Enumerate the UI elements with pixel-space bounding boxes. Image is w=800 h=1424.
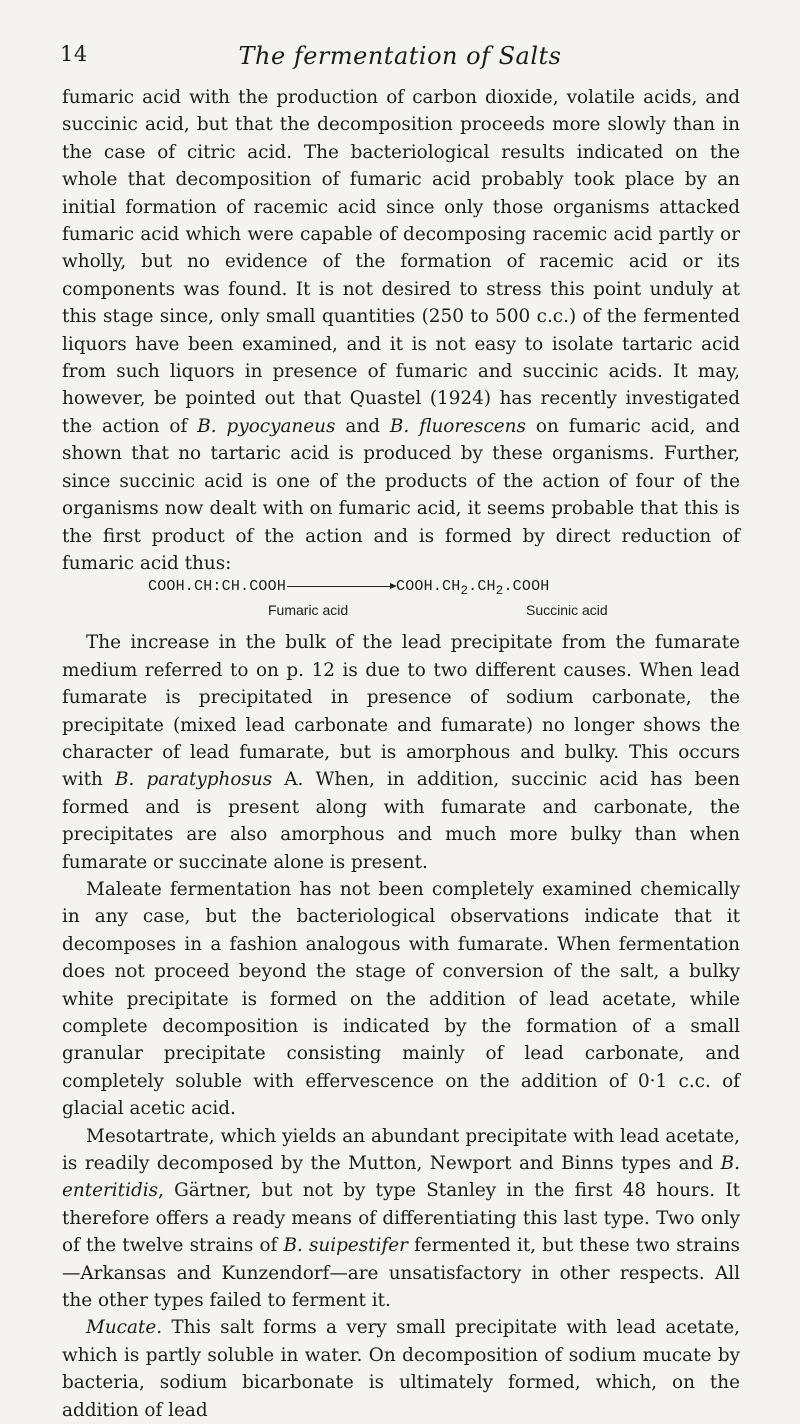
paragraph-lead-precipitate bbox=[62, 629, 740, 876]
organism-name: B. pyocyaneus bbox=[197, 415, 336, 437]
organism-name: B. suipestifer bbox=[283, 1235, 408, 1257]
paragraph-text: , Gärtner, but not by type Stanley in the first 48 hours. It therefore offers a ready means of differentiating this last type. Two only of the twelve strains of bbox=[62, 1180, 740, 1257]
paragraph-mesotartrate bbox=[62, 1123, 740, 1315]
paragraph-fumaric bbox=[62, 84, 740, 577]
paragraph-text: fumaric acid with the production of carbon dioxide, volatile acids, and succinic acid, but that the decomposition proceeds more slowly than in the case of citric acid. The bacteriological results indicated on the whole that decomposition of fumaric acid probably took place by an initial formation of racemic acid since only those organisms attacked fumaric acid which were capable of decomposing racemic acid partly or wholly, but no evidence of the formation of racemic acid or its components was found. It is not desired to stress this point unduly at this stage since, only small quantities (250 to 500 c.c.) of the fermented liquors have been examined, and it is not easy to isolate tartaric acid from such liquors in presence of fumaric and succinic acids. It may, however, be pointed out that Quastel (1924) has recently investigated the action of bbox=[62, 87, 740, 437]
paragraph-text: fermented it, but these two strains—Arkansas and Kunzendorf—are unsatisfactory in other respects. All the other types failed to ferment it. bbox=[62, 1235, 740, 1312]
section-heading: Mucate. bbox=[86, 1317, 163, 1339]
equation-formulas bbox=[148, 577, 740, 601]
body-text bbox=[62, 84, 740, 1424]
succinic-acid-label: Succinic acid bbox=[526, 602, 608, 619]
fumaric-acid-label: Fumaric acid bbox=[268, 602, 349, 619]
organism-name: B. enteritidis bbox=[62, 1153, 740, 1202]
paragraph-text: A. When, in addition, succinic acid has been formed and is present along with fumarate and carbonate, the precipitates are also amorphous and much more bulky than when fumarate or succinate alone is present. bbox=[62, 769, 740, 873]
organism-name: B. fluorescens bbox=[389, 415, 526, 437]
organism-name: B. paratyphosus bbox=[114, 769, 273, 791]
paragraph-text: on fumaric acid, and shown that no tartaric acid is produced by these organisms. Further, since succinic acid is one of the products of the action of four of the organisms now dealt with on fumaric acid, it seems probable that this is the first product of the action and is formed by direct reduction of fumaric acid thus: bbox=[62, 415, 740, 574]
reaction-arrow bbox=[287, 586, 395, 587]
paragraph-maleate: Maleate fermentation has not been completely examined chemically in any case, but the bacteriological observations indicate that it decomposes in a fashion analogous with fumarate. When fermentation does not proceed beyond the stage of conversion of the salt, a bulky white precipitate is formed on the addition of lead acetate, while complete decomposition is indicated by the formation of a small granular precipitate consisting mainly of lead carbonate, and completely soluble with effervescence on the addition of 0·1 c.c. of glacial acetic acid. bbox=[62, 878, 740, 1120]
running-title: The fermentation of Salts bbox=[238, 42, 562, 70]
page-number: 14 bbox=[60, 42, 88, 66]
equation-names bbox=[148, 601, 740, 619]
paragraph-text: Mesotartrate, which yields an abundant precipitate with lead acetate, is readily decomposed by the Mutton, Newport and Binns types and bbox=[62, 1125, 740, 1175]
fumaric-formula: COOH.CH:CH.COOH bbox=[148, 578, 287, 596]
paragraph-text: and bbox=[335, 415, 390, 437]
reaction-equation bbox=[62, 577, 740, 629]
paragraph-text: The increase in the bulk of the lead precipitate from the fumarate medium referred to on p. 12 is due to two different causes. When lead fumarate is precipitated in presence of sodium carbonate, the precipitate (mixed lead carbonate and fumarate) no longer shows the character of lead fumarate, but is amorphous and bulky. This occurs with bbox=[62, 632, 740, 791]
paragraph-mucate bbox=[62, 1314, 740, 1424]
page-header bbox=[60, 42, 740, 74]
succinic-formula: $COOH.CH_2.CH_2.COOH$ bbox=[396, 578, 550, 599]
paragraph-text: This salt forms a very small precipitate with lead acetate, which is partly soluble in water. On decomposition of sodium mucate by bacteria, sodium bicarbonate is ultimately formed, which, on the addition of lead bbox=[62, 1317, 740, 1421]
